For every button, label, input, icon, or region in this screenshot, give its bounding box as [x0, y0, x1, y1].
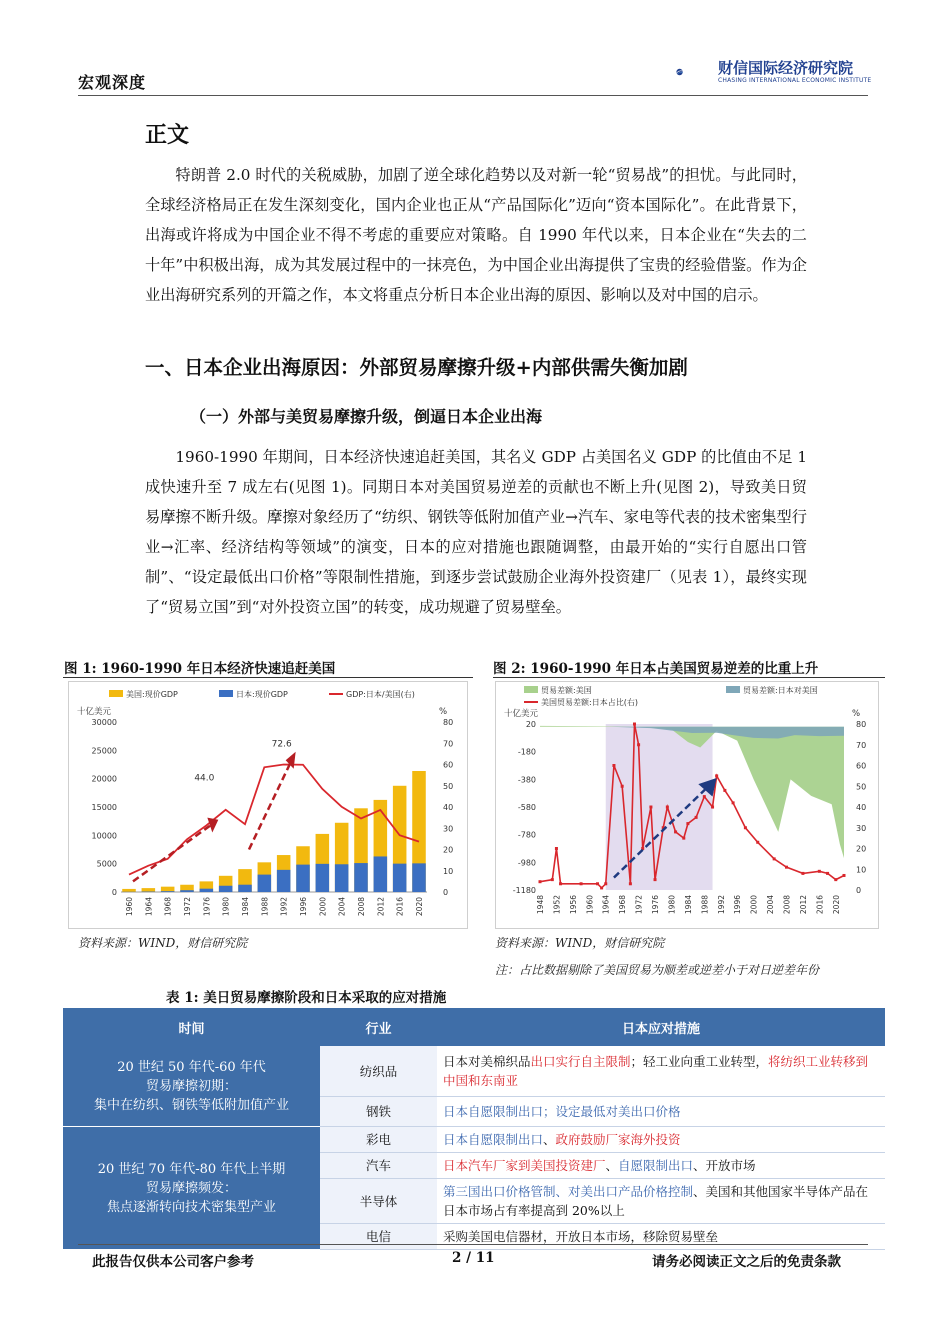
left-axis-unit: 十亿美元: [77, 707, 112, 717]
japan-gdp-bar: [354, 863, 368, 892]
x-tick-label: 1996: [299, 897, 308, 917]
japan-gdp-bar: [393, 864, 407, 892]
right-tick-label: 40: [856, 803, 867, 812]
x-tick-label: 1968: [163, 897, 173, 917]
table1-title: 表 1: 美日贸易摩擦阶段和日本采取的应对措施: [166, 990, 447, 1006]
x-tick-label: 1956: [568, 895, 578, 915]
x-tick-label: 2016: [815, 895, 825, 915]
x-tick-label: 2016: [395, 897, 405, 917]
figure1-chart-frame: [68, 681, 468, 929]
legend-label: 美国:现价GDP: [126, 690, 178, 699]
figure2-chart-frame: [495, 681, 879, 929]
x-tick-label: 1964: [601, 895, 611, 915]
right-tick-label: 70: [443, 739, 454, 749]
x-tick-label: 2012: [798, 895, 808, 915]
japan-share-point: [818, 870, 821, 873]
right-tick-label: 50: [443, 781, 454, 791]
right-tick-label: 70: [856, 740, 867, 750]
right-tick-label: 20: [856, 844, 867, 854]
japan-gdp-bar: [296, 865, 310, 892]
era-cell: 20 世纪 50 年代-60 年代 贸易摩擦初期： 集中在纺织、钢铁等低附加值产业: [63, 1046, 320, 1127]
header-divider: [78, 95, 868, 96]
measure-cell: 日本自愿限制出口、政府鼓励厂家海外投资: [437, 1127, 885, 1153]
us-gdp-bar: [142, 888, 156, 892]
x-tick-label: 2004: [337, 897, 347, 917]
japan-gdp-bar: [161, 891, 175, 892]
right-tick-label: 80: [443, 718, 454, 727]
logo-chinese-name: 财信国际经济研究院: [718, 59, 854, 77]
section-subheading-1-1: （一）外部与美贸易摩擦升级，倒逼日本企业出海: [190, 407, 543, 426]
right-tick-label: 10: [443, 866, 454, 876]
japan-gdp-bar: [258, 875, 272, 892]
x-tick-label: 1992: [716, 895, 726, 915]
x-tick-label: 1992: [279, 897, 289, 917]
page-number: 2 / 11: [452, 1250, 495, 1266]
era-cell: 20 世纪 70 年代-80 年代上半期 贸易摩擦频发： 焦点逐渐转向技术密集型产业: [63, 1127, 320, 1250]
japan-gdp-bar: [316, 864, 330, 892]
japan-share-point: [551, 878, 554, 881]
legend-swatch: [219, 690, 233, 697]
figure1-rule: [63, 677, 473, 678]
legend-swatch: [109, 690, 123, 697]
trend-arrow: [133, 824, 212, 881]
japan-share-point: [604, 882, 607, 885]
intro-paragraph: 特朗普 2.0 时代的关税威胁，加剧了逆全球化趋势以及对新一轮“贸易战”的担忧。与此同时，全球经济格局正在发生深刻变化，国内企业也正从“产品国际化”迈向“资本国际化”。在此背景下，出海或许将成为中国企业不得不考虑的重要应对策略。自 1990 年代以来，日本企业在“失去的二十年”中积极出海，成为其发展过程中的一抹亮色，为中国企业出海提供了宝贵的经验借鉴。作为企业出海研究系列的开篇之作，本文将重点分析日本企业出海的原因、影响以及对中国的启示。: [145, 166, 807, 304]
japan-share-point: [715, 774, 718, 777]
x-tick-label: 2000: [749, 895, 759, 915]
japan-share-point: [649, 806, 652, 809]
figure2-title: 图 2: 1960-1990 年日本占美国贸易逆差的比重上升: [493, 661, 819, 677]
japan-share-point: [801, 872, 804, 875]
legend-label: GDP:日本/美国(右): [346, 690, 415, 699]
body-paragraph: 1960-1990 年期间，日本经济快速追赶美国，其名义 GDP 占美国名义 GDP 的比值由不足 1 成快速升至 7 成左右(见图 1)。同期日本对美国贸易逆差的贡献也不断上升(见图 2)，导致美日贸易摩擦不断升级。摩擦对象经历了“纺织、钢铁等低附加值产业→汽车、家电等代表的技术密集型行业→汇率、经济结构等领域”的演变，日本的应对措施也跟随调整，由最开始的“实行自愿出口管制”、“设定最低出口价格”等限制性措施，到逐步尝试鼓励企业海外投资建厂（见表 1），最终实现了“贸易立国”到“对外投资立国”的转变，成功规避了贸易壁垒。: [145, 448, 807, 616]
table-header-cell: 行业: [320, 1008, 437, 1046]
japan-share-point: [654, 878, 657, 881]
left-tick-label: 0: [111, 888, 117, 897]
us-gdp-bar: [122, 889, 136, 892]
japan-share-point: [559, 882, 562, 885]
japan-share-point: [773, 857, 776, 860]
figure2-source: 资料来源：WIND，财信研究院: [495, 936, 665, 950]
japan-share-point: [621, 785, 624, 788]
legend-label: 美国贸易差额:日本占比(右): [541, 698, 638, 707]
measure-cell: 采购美国电信器材，开放日本市场，移除贸易壁垒: [437, 1224, 885, 1250]
right-tick-label: 20: [443, 845, 454, 855]
japan-share-point: [596, 882, 599, 885]
x-tick-label: 2020: [831, 895, 841, 915]
japan-share-point: [629, 882, 632, 885]
japan-share-point: [682, 837, 685, 840]
table-row: [63, 1046, 885, 1097]
x-tick-label: 1964: [144, 897, 154, 917]
legend-label: 贸易差额:美国: [541, 686, 592, 695]
japan-share-point: [703, 795, 706, 798]
japan-share-point: [756, 841, 759, 844]
right-tick-label: 10: [856, 865, 867, 875]
right-tick-label: 40: [443, 803, 454, 812]
table-header-cell: 日本应对措施: [437, 1008, 885, 1046]
japan-share-point: [555, 847, 558, 850]
x-tick-label: 2012: [376, 897, 386, 917]
x-tick-label: 2000: [318, 897, 328, 917]
legend-label: 日本:现价GDP: [236, 690, 288, 699]
industry-cell: 电信: [320, 1224, 437, 1250]
table-header-cell: 时间: [63, 1008, 320, 1046]
left-tick-label: -180: [517, 747, 536, 757]
x-tick-label: 1984: [683, 895, 693, 915]
industry-cell: 钢铁: [320, 1097, 437, 1127]
x-tick-label: 1996: [733, 895, 743, 915]
main-title: 正文: [145, 122, 190, 148]
x-tick-label: 1960: [125, 897, 134, 917]
japan-share-point: [600, 886, 603, 889]
japan-share-point: [785, 866, 788, 869]
measure-cell: 日本对美棉织品出口实行自主限制；轻工业向重工业转型，将纺织工业转移到中国和东南亚: [437, 1046, 885, 1097]
table-row: [63, 1127, 885, 1153]
japan-share-point: [666, 806, 669, 809]
japan-gdp-bar: [180, 890, 194, 892]
right-axis-unit: %: [852, 709, 861, 719]
left-tick-label: 5000: [96, 859, 117, 869]
trend-arrowhead: [286, 752, 296, 769]
left-tick-label: -780: [517, 830, 536, 840]
right-tick-label: 60: [443, 760, 454, 770]
x-tick-label: 1980: [667, 895, 677, 915]
x-tick-label: 1972: [634, 895, 644, 915]
figure1-chart: [69, 682, 467, 928]
x-tick-label: 1988: [260, 897, 270, 917]
japan-share-point: [686, 822, 689, 825]
japan-gdp-bar: [238, 885, 252, 892]
x-tick-label: 1980: [221, 897, 231, 917]
figure2-rule: [493, 677, 885, 678]
footer-divider: [78, 1244, 868, 1245]
legend-label: 贸易差额:日本对美国: [743, 686, 818, 695]
industry-cell: 彩电: [320, 1127, 437, 1153]
industry-cell: 半导体: [320, 1179, 437, 1224]
japan-share-point: [843, 874, 846, 877]
japan-share-point: [744, 826, 747, 829]
right-tick-label: 50: [856, 782, 867, 792]
japan-share-point: [637, 743, 640, 746]
japan-share-point: [826, 872, 829, 875]
right-axis-unit: %: [439, 707, 448, 717]
industry-cell: 纺织品: [320, 1046, 437, 1097]
footer-disclaimer-left: 此报告仅供本公司客户参考: [92, 1254, 254, 1270]
japan-share-point: [580, 882, 583, 885]
left-tick-label: 20: [525, 720, 536, 729]
right-tick-label: 0: [856, 886, 862, 895]
measure-cell: 第三国出口价格管制、对美出口产品价格控制、美国和其他国家半导体产品在日本市场占有率提高到 20%以上: [437, 1179, 885, 1224]
right-tick-label: 80: [856, 720, 867, 729]
legend-swatch: [726, 686, 740, 693]
japan-gdp-bar: [200, 889, 214, 892]
figure2-note: 注：占比数据剔除了美国贸易为顺差或逆差小于对日逆差年份: [495, 963, 820, 977]
japan-share-point: [674, 830, 677, 833]
footer-disclaimer-right: 请务必阅读正文之后的免责条款: [652, 1254, 841, 1270]
report-section-label: 宏观深度: [78, 73, 147, 92]
logo-english-name: CHASING INTERNATIONAL ECONOMIC INSTITUTE: [718, 77, 872, 84]
right-tick-label: 0: [443, 888, 449, 897]
x-tick-label: 2008: [782, 895, 792, 915]
table-header-row: [63, 1008, 885, 1046]
right-tick-label: 30: [856, 823, 867, 833]
x-tick-label: 2008: [357, 897, 366, 917]
left-tick-label: -1180: [512, 886, 536, 895]
japan-share-point: [612, 764, 615, 767]
japan-share-point: [723, 789, 726, 792]
left-tick-label: 30000: [91, 718, 117, 727]
industry-cell: 汽车: [320, 1153, 437, 1179]
x-tick-label: 1948: [536, 895, 545, 915]
x-tick-label: 1972: [183, 897, 192, 917]
japan-gdp-bar: [374, 856, 388, 892]
x-tick-label: 2004: [766, 895, 776, 915]
legend-swatch: [524, 686, 538, 693]
japan-gdp-bar: [412, 863, 426, 892]
x-tick-label: 1968: [618, 895, 628, 915]
figure2-chart: [496, 682, 878, 928]
section-heading-1: 一、日本企业出海原因：外部贸易摩擦升级+内部供需失衡加剧: [145, 356, 688, 379]
trend-arrow: [249, 760, 292, 849]
annotation-label: 72.6: [271, 739, 292, 750]
japan-share-point: [732, 801, 735, 804]
x-tick-label: 1988: [700, 895, 710, 915]
institute-logo-icon: [676, 54, 716, 90]
left-tick-label: -580: [517, 803, 536, 812]
left-tick-label: -980: [517, 858, 536, 868]
highlight-period: [606, 724, 713, 890]
japan-gdp-bar: [335, 864, 349, 892]
annotation-label: 44.0: [194, 773, 215, 784]
measure-cell: 日本汽车厂家到美国投资建厂、自愿限制出口、开放市场: [437, 1153, 885, 1179]
x-tick-label: 2020: [415, 897, 424, 917]
japan-share-point: [539, 880, 542, 883]
left-tick-label: 15000: [91, 803, 117, 812]
japan-gdp-bar: [277, 870, 291, 892]
japan-share-point: [695, 816, 698, 819]
figure1-title: 图 1: 1960-1990 年日本经济快速追赶美国: [64, 661, 336, 677]
left-tick-label: 25000: [91, 746, 117, 756]
x-tick-label: 1952: [552, 895, 562, 915]
japan-share-point: [711, 806, 714, 809]
figure1-source: 资料来源：WIND，财信研究院: [78, 936, 248, 950]
left-axis-unit: 十亿美元: [504, 709, 539, 719]
x-tick-label: 1984: [241, 897, 250, 917]
left-tick-label: 10000: [91, 831, 117, 841]
x-tick-label: 1960: [585, 895, 595, 915]
japan-share-point: [633, 723, 636, 726]
left-tick-label: -380: [517, 775, 536, 785]
left-tick-label: 20000: [91, 774, 117, 784]
table1: [63, 1008, 885, 1250]
right-tick-label: 60: [856, 761, 867, 771]
right-tick-label: 30: [443, 824, 454, 834]
japan-gdp-bar: [219, 886, 233, 892]
japan-share-point: [834, 878, 837, 881]
measure-cell: 日本自愿限制出口；设定最低对美出口价格: [437, 1097, 885, 1127]
x-tick-label: 1976: [651, 895, 661, 915]
x-tick-label: 1976: [202, 897, 212, 917]
